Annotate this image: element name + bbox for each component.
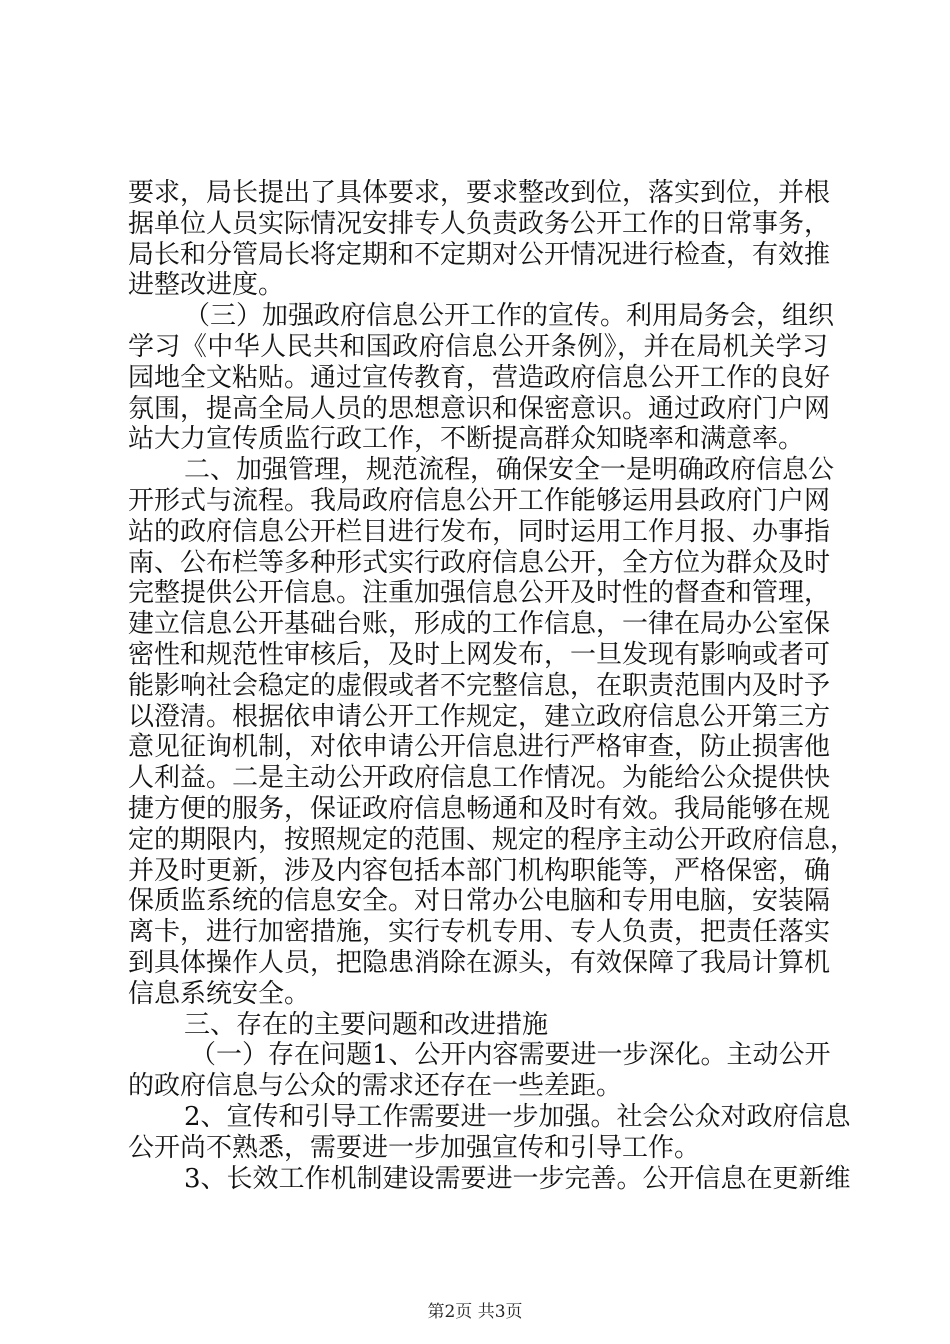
subsection-heading-1: （一）存在问题1、公开内容需要进一步深化。主动公开 (190, 1040, 831, 1071)
text-line: 以澄清。根据依申请公开工作规定，建立政府信息公开第三方 (128, 701, 831, 732)
text-line: 密性和规范性审核后，及时上网发布，一旦发现有影响或者可 (128, 639, 831, 670)
text-line: 捷方便的服务，保证政府信息畅通和及时有效。我局能够在规 (128, 793, 831, 824)
text-line: 局长和分管局长将定期和不定期对公开情况进行检查，有效推 (128, 239, 831, 270)
section-heading-3: （三）加强政府信息公开工作的宣传。利用局务会，组织 (184, 301, 835, 332)
text-line: 到具体操作人员，把隐患消除在源头，有效保障了我局计算机 (128, 947, 831, 978)
text-line: 要求，局长提出了具体要求，要求整改到位，落实到位，并根 (128, 178, 831, 208)
text-line: 建立信息公开基础台账，形成的工作信息，一律在局办公室保 (128, 609, 831, 640)
text-line: 人利益。二是主动公开政府信息工作情况。为能给公众提供快 (128, 763, 831, 794)
text-line: 信息系统安全。 (128, 978, 311, 1009)
text-line: 完整提供公开信息。注重加强信息公开及时性的督查和管理， (128, 578, 831, 609)
body-text (128, 178, 857, 1194)
section-heading-2: 二、加强管理，规范流程，确保安全一是明确政府信息公 (184, 455, 835, 486)
list-item-2: 2、宣传和引导工作需要进一步加强。社会公众对政府信息 (184, 1101, 851, 1132)
text-line: 南、公布栏等多种形式实行政府信息公开，全方位为群众及时 (128, 547, 831, 578)
text-line: 氛围，提高全局人员的思想意识和保密意识。通过政府门户网 (128, 393, 831, 424)
text-line: 据单位人员实际情况安排专人负责政务公开工作的日常事务， (128, 208, 831, 239)
text-line: 开形式与流程。我局政府信息公开工作能够运用县政府门户网 (128, 485, 831, 516)
text-line: 站大力宣传质监行政工作，不断提高群众知晓率和满意率。 (128, 424, 805, 455)
text-line: 并及时更新，涉及内容包括本部门机构职能等，严格保密，确 (128, 855, 831, 886)
text-line: 进整改进度。 (128, 270, 285, 301)
text-line: 的政府信息与公众的需求还存在一些差距。 (128, 1071, 623, 1102)
text-line: 学习《中华人民共和国政府信息公开条例》，并在局机关学习 (128, 331, 828, 362)
text-line: 园地全文粘贴。通过宣传教育，营造政府信息公开工作的良好 (128, 362, 831, 393)
list-item-3: 3、长效工作机制建设需要进一步完善。公开信息在更新维 (184, 1163, 851, 1194)
text-line: 定的期限内，按照规定的范围、规定的程序主动公开政府信息， (128, 824, 857, 855)
text-line: 能影响社会稳定的虚假或者不完整信息，在职责范围内及时予 (128, 670, 831, 701)
section-heading-problems: 三、存在的主要问题和改进措施 (184, 1009, 549, 1040)
text-line: 意见征询机制，对依申请公开信息进行严格审查，防止损害他 (128, 732, 831, 763)
text-line: 离卡，进行加密措施，实行专机专用、专人负责，把责任落实 (128, 917, 831, 948)
text-line: 保质监系统的信息安全。对日常办公电脑和专用电脑，安装隔 (128, 886, 831, 917)
page-number-footer: 第2页 共3页 (427, 1302, 523, 1322)
text-line: 站的政府信息公开栏目进行发布，同时运用工作月报、办事指 (128, 516, 831, 547)
text-line: 公开尚不熟悉，需要进一步加强宣传和引导工作。 (128, 1132, 701, 1163)
